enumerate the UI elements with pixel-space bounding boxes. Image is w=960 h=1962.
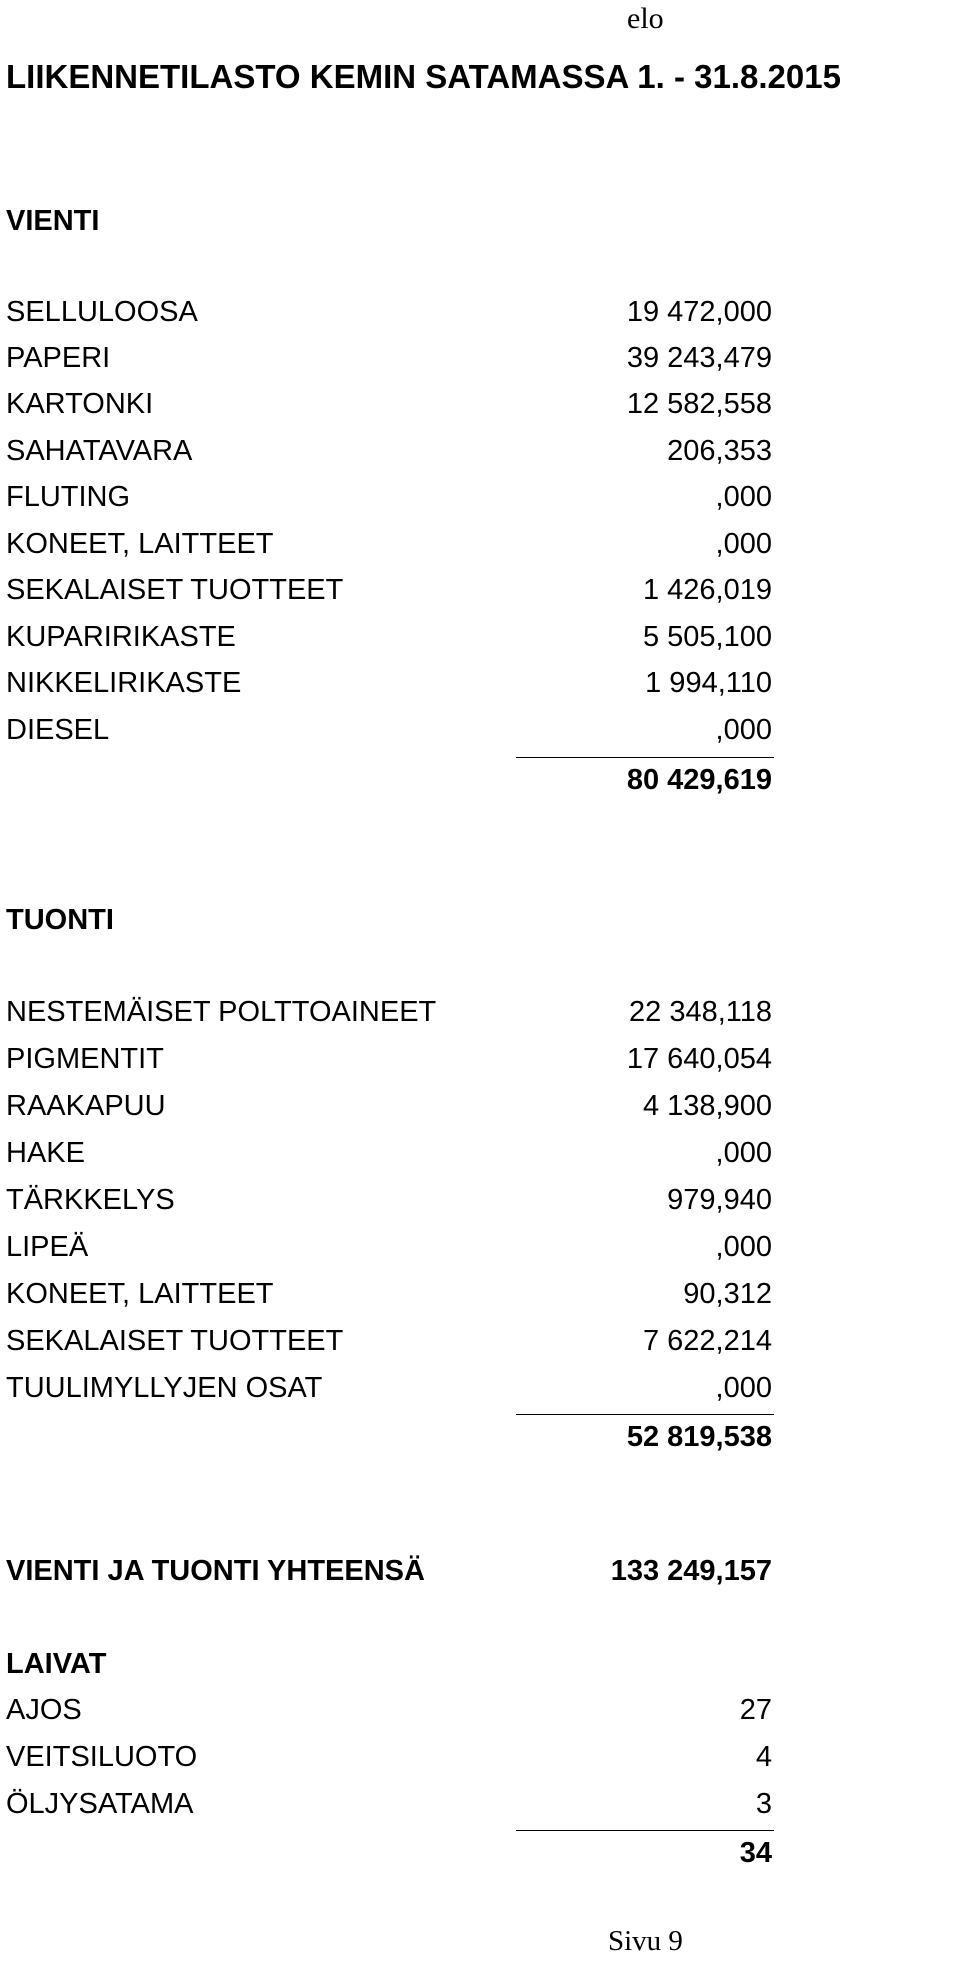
- row-value: ,000: [715, 714, 772, 746]
- grand-total-row: [6, 1555, 772, 1599]
- row-value: 3: [755, 1788, 772, 1820]
- row-value: 17 640,054: [626, 1043, 772, 1075]
- row-label: FLUTING: [6, 481, 131, 513]
- row-value: 4: [755, 1741, 772, 1773]
- import-total-row: [6, 1421, 772, 1465]
- import-total-value: 52 819,538: [626, 1421, 772, 1453]
- grand-total-label: VIENTI JA TUONTI YHTEENSÄ: [6, 1555, 425, 1587]
- row-value: 979,940: [667, 1184, 772, 1216]
- row-value: 22 348,118: [629, 996, 772, 1028]
- row-label: PIGMENTIT: [6, 1043, 164, 1075]
- export-row: [6, 481, 772, 525]
- row-label: SEKALAISET TUOTTEET: [6, 574, 344, 606]
- row-value: ,000: [715, 1231, 772, 1263]
- row-value: 7 622,214: [642, 1325, 772, 1357]
- row-label: HAKE: [6, 1137, 85, 1169]
- ships-row: [6, 1694, 772, 1738]
- import-row: [6, 1043, 772, 1087]
- row-value: 1 426,019: [642, 574, 772, 606]
- row-label: DIESEL: [6, 714, 110, 746]
- row-value: ,000: [715, 481, 772, 513]
- row-label: KONEET, LAITTEET: [6, 528, 274, 560]
- row-label: KONEET, LAITTEET: [6, 1278, 274, 1310]
- row-value: 4 138,900: [642, 1090, 772, 1122]
- row-label: RAAKAPUU: [6, 1090, 166, 1122]
- export-row: [6, 621, 772, 665]
- export-total-row: [6, 764, 772, 808]
- ships-row: [6, 1741, 772, 1785]
- export-total-rule: [516, 757, 774, 758]
- export-row: [6, 388, 772, 432]
- export-row: [6, 296, 772, 340]
- row-label: SEKALAISET TUOTTEET: [6, 1325, 344, 1357]
- row-value: ,000: [715, 1372, 772, 1404]
- ships-heading: LAIVAT: [6, 1648, 107, 1680]
- export-row: [6, 435, 772, 479]
- row-label: NESTEMÄISET POLTTOAINEET: [6, 996, 437, 1028]
- row-value: 27: [739, 1694, 772, 1726]
- import-row: [6, 1231, 772, 1275]
- import-row: [6, 1184, 772, 1228]
- row-label: PAPERI: [6, 342, 111, 374]
- row-value: 206,353: [667, 435, 772, 467]
- row-label: AJOS: [6, 1694, 82, 1726]
- row-value: 90,312: [683, 1278, 772, 1310]
- grand-total-value: 133 249,157: [610, 1555, 772, 1587]
- ships-total-rule: [516, 1830, 774, 1831]
- row-label: SAHATAVARA: [6, 435, 193, 467]
- row-value: 5 505,100: [642, 621, 772, 653]
- row-label: TÄRKKELYS: [6, 1184, 175, 1216]
- ships-total-row: [6, 1837, 772, 1881]
- row-value: 1 994,110: [645, 667, 772, 699]
- import-row: [6, 1137, 772, 1181]
- row-value: ,000: [715, 528, 772, 560]
- import-row: [6, 1372, 772, 1416]
- export-total-value: 80 429,619: [626, 764, 772, 796]
- import-heading: TUONTI: [6, 904, 114, 936]
- import-total-rule: [516, 1414, 774, 1415]
- month-label: elo: [627, 2, 664, 35]
- row-label: SELLULOOSA: [6, 296, 198, 328]
- row-value: 39 243,479: [626, 342, 772, 374]
- row-label: LIPEÄ: [6, 1231, 89, 1263]
- row-value: ,000: [715, 1137, 772, 1169]
- row-label: ÖLJYSATAMA: [6, 1788, 194, 1820]
- row-value: 12 582,558: [626, 388, 772, 420]
- import-row: [6, 1278, 772, 1322]
- row-label: KARTONKI: [6, 388, 154, 420]
- row-value: 19 472,000: [626, 296, 772, 328]
- export-row: [6, 714, 772, 758]
- ships-row: [6, 1788, 772, 1832]
- export-row: [6, 342, 772, 386]
- row-label: VEITSILUOTO: [6, 1741, 198, 1773]
- import-row: [6, 996, 772, 1040]
- export-row: [6, 528, 772, 572]
- ships-total-value: 34: [739, 1837, 772, 1869]
- page-title: LIIKENNETILASTO KEMIN SATAMASSA 1. - 31.8.2015: [6, 58, 841, 95]
- export-heading: VIENTI: [6, 205, 100, 237]
- export-row: [6, 667, 772, 711]
- export-row: [6, 574, 772, 618]
- import-row: [6, 1090, 772, 1134]
- import-row: [6, 1325, 772, 1369]
- row-label: NIKKELIRIKASTE: [6, 667, 242, 699]
- row-label: KUPARIRIKASTE: [6, 621, 236, 653]
- row-label: TUULIMYLLYJEN OSAT: [6, 1372, 323, 1404]
- page-number: Sivu 9: [608, 1925, 683, 1957]
